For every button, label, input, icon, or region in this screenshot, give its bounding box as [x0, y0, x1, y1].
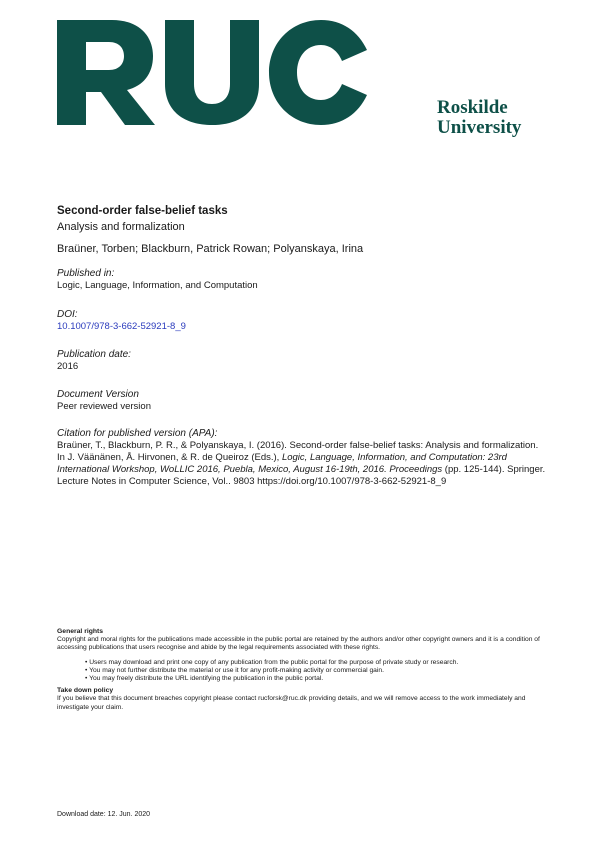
citation-part2: Logic, Language, Information, and Computation: 23rd International Workshop, WoLLIC 2016, Puebla, Mexico, August 16-19th, 2016. Proceedings [57, 452, 507, 475]
rights-heading: General rights [57, 628, 104, 635]
rights-bullet-1: • Users may download and print one copy of any publication from the public portal for the purpose of private study or research. [85, 659, 547, 667]
university-line1: Roskilde [437, 97, 508, 118]
citation-section [57, 428, 547, 488]
publication-subtitle: Analysis and formalization [57, 221, 185, 233]
rights-bullet-3: • You may freely distribute the URL identifying the publication in the public portal. [85, 675, 547, 683]
takedown-section [57, 687, 547, 712]
logo-text: RUC [57, 20, 60, 21]
citation-label: Citation for published version (APA): [57, 428, 218, 439]
document-version-value: Peer reviewed version [57, 401, 151, 412]
citation-text [57, 440, 547, 488]
takedown-text: If you believe that this document breaches copyright please contact rucforsk@ruc.dk providing details, and we will remove access to the work immediately and investigate your claim. [57, 695, 526, 711]
published-in-section [57, 268, 547, 292]
document-version-section [57, 389, 547, 413]
citation-part3: (pp. 125-144). Springer. Lecture Notes in Computer Science, Vol.. 9803 https://doi.org/10.1007/978-3-662-52921-8_9 [57, 464, 546, 487]
takedown-heading: Take down policy [57, 687, 114, 695]
university-line2: University [437, 117, 522, 138]
rights-section [57, 628, 547, 712]
citation-part1: Braüner, T., Blackburn, P. R., & Polyanskaya, I. (2016). Second-order false-belief tasks: Analysis and formalization. In J. Väänänen, Å. Hirvonen, & R. de Queiroz (Eds.), [57, 440, 539, 463]
doi-section [57, 309, 547, 333]
published-in-value: Logic, Language, Information, and Computation [57, 280, 258, 291]
published-in-label: Published in: [57, 268, 115, 279]
rights-text: Copyright and moral rights for the publications made accessible in the public portal are retained by the authors and/or other copyright owners and it is a condition of accessing publications that users recognise and abide by the legal requirements associated with these rights. [57, 636, 540, 652]
university-name [437, 98, 521, 138]
rights-bullet-2: • You may not further distribute the material or use it for any profit-making activity or commercial gain. [85, 667, 547, 675]
document-version-label: Document Version [57, 389, 139, 400]
rights-bullets [85, 659, 547, 684]
publication-authors: Braüner, Torben; Blackburn, Patrick Rowan; Polyanskaya, Irina [57, 243, 364, 255]
ruc-logo [57, 20, 367, 125]
publication-date-section [57, 349, 547, 373]
publication-title: Second-order false-belief tasks [57, 205, 228, 217]
publication-header [57, 204, 547, 256]
publication-date-value: 2016 [57, 361, 79, 372]
doi-label: DOI: [57, 309, 78, 320]
publication-date-label: Publication date: [57, 349, 131, 360]
doi-link[interactable]: 10.1007/978-3-662-52921-8_9 [57, 321, 186, 332]
download-date: Download date: 12. Jun. 2020 [57, 811, 151, 818]
